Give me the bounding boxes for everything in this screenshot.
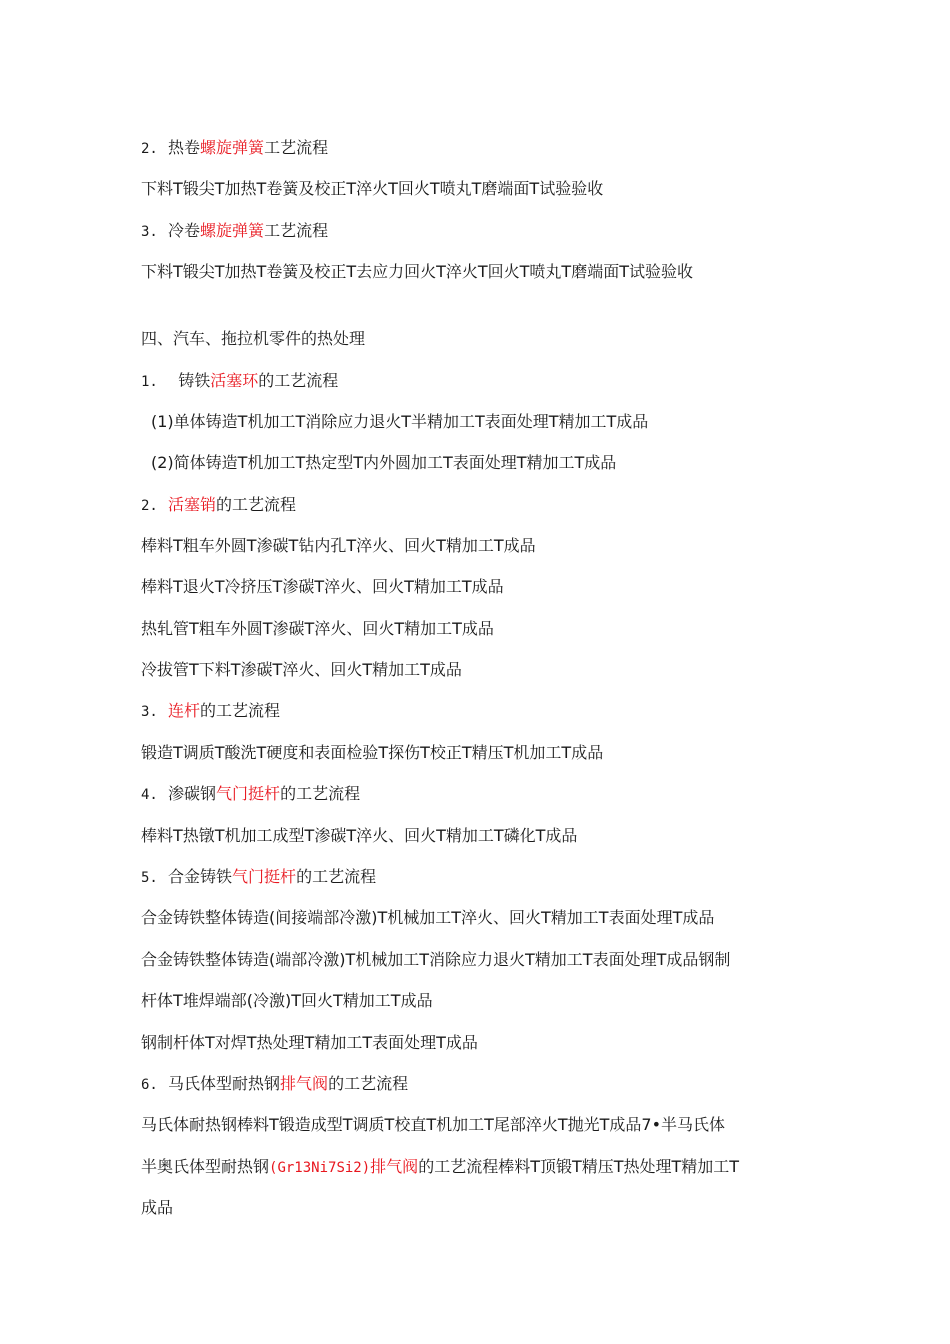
section-number: 2.	[141, 498, 158, 514]
process-flow-line: 棒料T粗车外圆T渗碳T钻内孔T淬火、回火T精加工T成品	[141, 536, 536, 555]
heading-cold-coil-spring	[141, 220, 328, 243]
heading-connecting-rod	[141, 700, 280, 723]
section-number: 4.	[141, 787, 158, 803]
process-flow-line: 棒料T热镦T机加工成型T渗碳T淬火、回火T精加工T磷化T成品	[141, 826, 578, 845]
section-heading-4: 四、汽车、拖拉机零件的热处理	[141, 329, 366, 348]
highlighted-term: 排气阀	[280, 1074, 329, 1093]
highlighted-term: 活塞销	[168, 495, 217, 514]
section-number: 3.	[141, 224, 158, 240]
heading-hot-coil-spring	[141, 137, 328, 160]
heading-text: 渗碳钢	[168, 784, 217, 803]
highlighted-term: 螺旋弹簧	[200, 221, 265, 240]
highlighted-term: 气门挺杆	[216, 784, 281, 803]
heading-text: 铸铁	[178, 371, 211, 390]
highlighted-term: 排气阀	[370, 1157, 419, 1176]
section-number: 1.	[141, 374, 158, 390]
process-flow-line: 棒料T退火T冷挤压T渗碳T淬火、回火T精加工T成品	[141, 577, 504, 596]
heading-exhaust-valve	[141, 1073, 408, 1096]
heading-text: 合金铸铁	[168, 867, 233, 886]
heading-carburized-tappet	[141, 783, 360, 806]
process-flow-line: 合金铸铁整体铸造(端部冷激)T机械加工T消除应力退火T精加工T表面处理T成品钢制	[141, 950, 731, 969]
highlighted-term: 连杆	[168, 701, 201, 720]
heading-alloy-iron-tappet	[141, 866, 376, 889]
heading-text: 的工艺流程	[328, 1074, 409, 1093]
highlighted-term: 螺旋弹簧	[200, 138, 265, 157]
section-number: 6.	[141, 1077, 158, 1093]
process-flow-line: (2)简体铸造T机加工T热定型T内外圆加工T表面处理T精加工T成品	[151, 453, 617, 472]
process-flow-line: 下料T锻尖T加热T卷簧及校正T去应力回火T淬火T回火T喷丸T磨端面T试验验收	[141, 262, 693, 281]
highlighted-term: 活塞环	[210, 371, 259, 390]
section-number: 5.	[141, 870, 158, 886]
highlighted-code: (Gr13Ni7Si2)	[269, 1160, 371, 1176]
process-flow-line: 合金铸铁整体铸造(间接端部冷激)T机械加工T淬火、回火T精加工T表面处理T成品	[141, 908, 715, 927]
heading-text: 工艺流程	[264, 138, 329, 157]
heading-text: 马氏体型耐热钢	[168, 1074, 281, 1093]
heading-text: 的工艺流程	[296, 867, 377, 886]
heading-text: 的工艺流程	[258, 371, 339, 390]
section-number: 2.	[141, 141, 158, 157]
highlighted-term: 气门挺杆	[232, 867, 297, 886]
process-flow-line: 热轧管T粗车外圆T渗碳T淬火、回火T精加工T成品	[141, 619, 494, 638]
section-number: 3.	[141, 704, 158, 720]
heading-piston-pin	[141, 494, 296, 517]
line-text: 的工艺流程棒料T顶锻T精压T热处理T精加工T	[418, 1157, 740, 1176]
process-flow-line: 马氏体耐热钢棒料T锻造成型T调质T校直T机加工T尾部淬火T抛光T成品7•半马氏体	[141, 1115, 726, 1134]
heading-text: 冷卷	[168, 221, 201, 240]
heading-text: 工艺流程	[264, 221, 329, 240]
heading-piston-ring	[141, 370, 338, 393]
process-flow-line: 下料T锻尖T加热T卷簧及校正T淬火T回火T喷丸T磨端面T试验验收	[141, 179, 604, 198]
process-flow-line: 钢制杆体T对焊T热处理T精加工T表面处理T成品	[141, 1033, 478, 1052]
heading-text: 的工艺流程	[280, 784, 361, 803]
heading-text: 的工艺流程	[200, 701, 281, 720]
line-text: 半奥氏体型耐热钢	[141, 1157, 270, 1176]
process-flow-line: 成品	[141, 1198, 174, 1217]
heading-text: 的工艺流程	[216, 495, 297, 514]
process-flow-line: 锻造T调质T酸洗T硬度和表面检验T探伤T校正T精压T机加工T成品	[141, 743, 604, 762]
process-flow-line-mixed	[141, 1156, 739, 1179]
process-flow-line: 杆体T堆焊端部(冷激)T回火T精加工T成品	[141, 991, 433, 1010]
process-flow-line: (1)单体铸造T机加工T消除应力退火T半精加工T表面处理T精加工T成品	[151, 412, 649, 431]
process-flow-line: 冷拔管T下料T渗碳T淬火、回火T精加工T成品	[141, 660, 462, 679]
heading-text: 热卷	[168, 138, 201, 157]
